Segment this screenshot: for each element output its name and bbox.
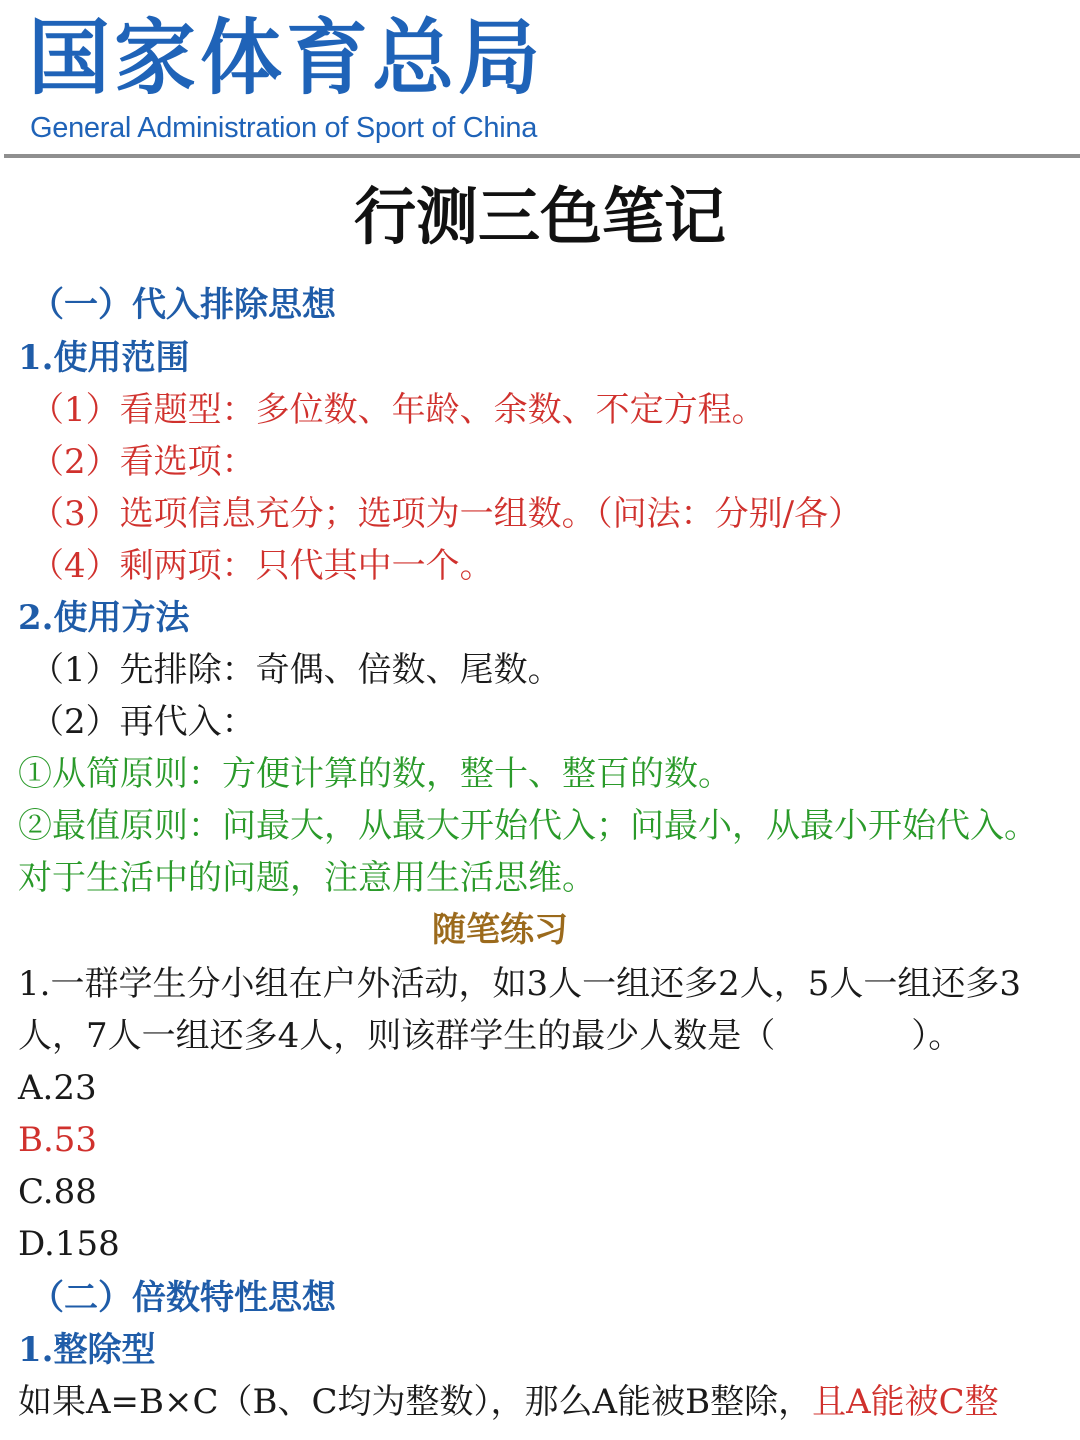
principle-simple: ①从简原则：方便计算的数，整十、整百的数。 [18, 754, 732, 794]
scope-heading: 1.使用范围 [18, 338, 190, 378]
option-b-answer: B.53 [18, 1120, 98, 1160]
scope-item: （4）剩两项：只代其中一个。 [30, 546, 494, 586]
divisible-text-black: 如果A=B×C（B、C均为整数），那么A能被B整除， [18, 1382, 813, 1422]
question-line: 人，7人一组还多4人，则该群学生的最少人数是（ ）。 [18, 1016, 963, 1056]
divisible-text-red: 且A能被C整 [812, 1382, 999, 1422]
principle-extreme: ②最值原则：问最大，从最大开始代入；问最小，从最小开始代入。 [18, 806, 1038, 846]
practice-heading: 随笔练习 [432, 910, 568, 950]
divisible-text [18, 1382, 999, 1422]
principle-note: 对于生活中的问题，注意用生活思维。 [18, 858, 596, 898]
scope-item: （3）选项信息充分；选项为一组数。（问法：分别/各） [30, 494, 863, 534]
option-a: A.23 [18, 1068, 97, 1108]
question-line: 1.一群学生分小组在户外活动，如3人一组还多2人，5人一组还多3 [18, 964, 1021, 1004]
divisible-heading: 1.整除型 [18, 1330, 156, 1370]
logo-chinese-name: 国家体育总局 [28, 11, 545, 106]
option-c: C.88 [18, 1172, 97, 1212]
scope-item: （2）看选项： [30, 442, 256, 482]
section-1-heading: （一）代入排除思想 [30, 285, 336, 325]
page-title: 行测三色笔记 [353, 180, 726, 253]
section-2-heading: （二）倍数特性思想 [30, 1278, 336, 1318]
scope-item: （1）看题型：多位数、年龄、余数、不定方程。 [30, 390, 766, 430]
logo-english-name: General Administration of Sport of China [30, 112, 538, 144]
option-d: D.158 [18, 1224, 120, 1264]
header-divider [4, 154, 1080, 158]
method-item: （1）先排除：奇偶、倍数、尾数。 [30, 650, 562, 690]
header [0, 0, 1080, 160]
method-item: （2）再代入： [30, 702, 256, 742]
method-heading: 2.使用方法 [18, 598, 190, 638]
